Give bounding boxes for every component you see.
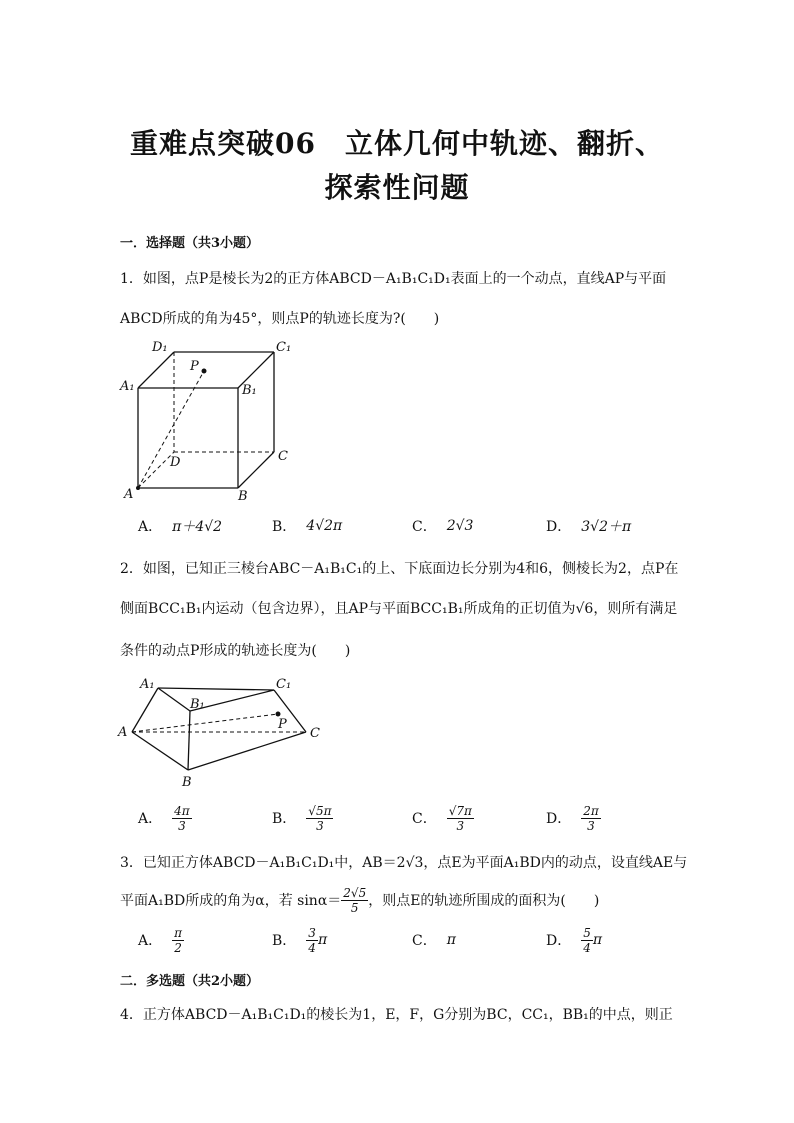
q2-edge: [188, 711, 190, 770]
q2-label-c1: C₁: [276, 677, 292, 692]
q1-option-a[interactable]: A． π＋4√2: [138, 519, 223, 535]
page-title-line2: 探索性问题: [324, 171, 470, 204]
q1-label-b: B: [238, 489, 248, 504]
q3-sin-fraction: $\frac{2√5}{5}$: [343, 885, 367, 915]
q2-option-d[interactable]: D． $\frac{2\pi}{3}$: [546, 803, 599, 833]
q1-hidden-edge: [138, 452, 174, 488]
q2-label-b1: B₁: [190, 697, 205, 712]
q2-edge: [158, 688, 274, 690]
q1-label-b1: B₁: [242, 383, 257, 398]
section-heading-choice: 一．选择题（共3小题）: [120, 236, 260, 251]
q1-edge: [238, 452, 274, 488]
q2-hidden-edge: [132, 714, 278, 732]
q1-point-a: [136, 486, 140, 490]
q2-option-b[interactable]: B． $\frac{√5\pi}{3}$: [272, 803, 332, 833]
q1-label-a1: A₁: [120, 379, 135, 394]
q3-stem-line2: [120, 882, 599, 918]
q2-edge: [132, 732, 188, 770]
q3-stem-line2-b: ，则点E的轨迹所围成的面积为( ): [368, 893, 600, 909]
q3-options: [138, 922, 698, 958]
q2-label-a: A: [118, 725, 128, 740]
q3-option-c[interactable]: C． π: [412, 932, 456, 949]
q3-stem-line1: 3．已知正方体ABCD－A₁B₁C₁D₁中，AB＝2√3，点E为平面A₁BD内的动点，设直线AE与: [120, 855, 688, 871]
q2-edge: [132, 688, 158, 732]
q2-frustum-figure: [116, 674, 326, 790]
q3-option-b[interactable]: B． $\frac{3}{4}$ π: [272, 925, 328, 955]
q1-option-c[interactable]: C． 2√3: [412, 518, 474, 535]
q2-options: [138, 800, 698, 836]
q1-label-a: A: [124, 487, 134, 502]
q1-stem-line1: 1．如图，点P是棱长为2的正方体ABCD－A₁B₁C₁D₁表面上的一个动点，直线AP与平面: [120, 271, 667, 287]
q1-label-d1: D₁: [152, 340, 168, 355]
q1-edge: [138, 352, 174, 388]
q3-stem-line2-a: 平面A₁BD所成的角为α，若 sinα＝: [120, 893, 342, 909]
q3-option-d[interactable]: D． $\frac{5}{4}$ π: [546, 925, 603, 955]
q2-label-c: C: [310, 726, 320, 741]
section-heading-multi: 二．多选题（共2小题）: [120, 974, 260, 989]
q2-label-a1: A₁: [140, 677, 155, 692]
q2-stem-line2: 侧面BCC₁B₁内运动（包含边界），且AP与平面BCC₁B₁所成角的正切值为√6，则所有满足: [120, 601, 678, 617]
q1-option-b[interactable]: B． 4√2π: [272, 518, 343, 535]
q2-edge: [158, 688, 190, 711]
q1-cube-figure: [118, 336, 308, 506]
page-title-line1: 重难点突破06 立体几何中轨迹、翻折、: [130, 127, 664, 160]
q1-label-c1: C₁: [276, 340, 292, 355]
q1-label-p: P: [190, 359, 199, 374]
q1-options: [138, 508, 698, 544]
q1-label-c: C: [278, 449, 288, 464]
q2-option-c[interactable]: C． $\frac{√7\pi}{3}$: [412, 803, 472, 833]
q1-stem-line2: ABCD所成的角为45°，则点P的轨迹长度为?( ): [120, 311, 440, 327]
q1-point-p: [202, 369, 207, 374]
q2-label-p: P: [278, 717, 287, 732]
q1-option-d[interactable]: D． 3√2＋π: [546, 519, 632, 535]
q1-label-d: D: [170, 455, 181, 470]
q3-option-a[interactable]: A． $\frac{\pi}{2}$: [138, 925, 183, 955]
q4-stem-line1: 4．正方体ABCD－A₁B₁C₁D₁的棱长为1，E，F，G分别为BC，CC₁，BB₁的中点，则正: [120, 1007, 673, 1023]
q2-point-p: [276, 712, 281, 717]
q2-stem-line3: 条件的动点P形成的轨迹长度为( ): [120, 643, 351, 659]
q2-stem-line1: 2．如图，已知正三棱台ABC－A₁B₁C₁的上、下底面边长分别为4和6，侧棱长为2，点P在: [120, 561, 679, 577]
q2-edge: [188, 732, 306, 770]
q2-label-b: B: [182, 775, 192, 790]
q2-option-a[interactable]: A． $\frac{4\pi}{3}$: [138, 803, 190, 833]
